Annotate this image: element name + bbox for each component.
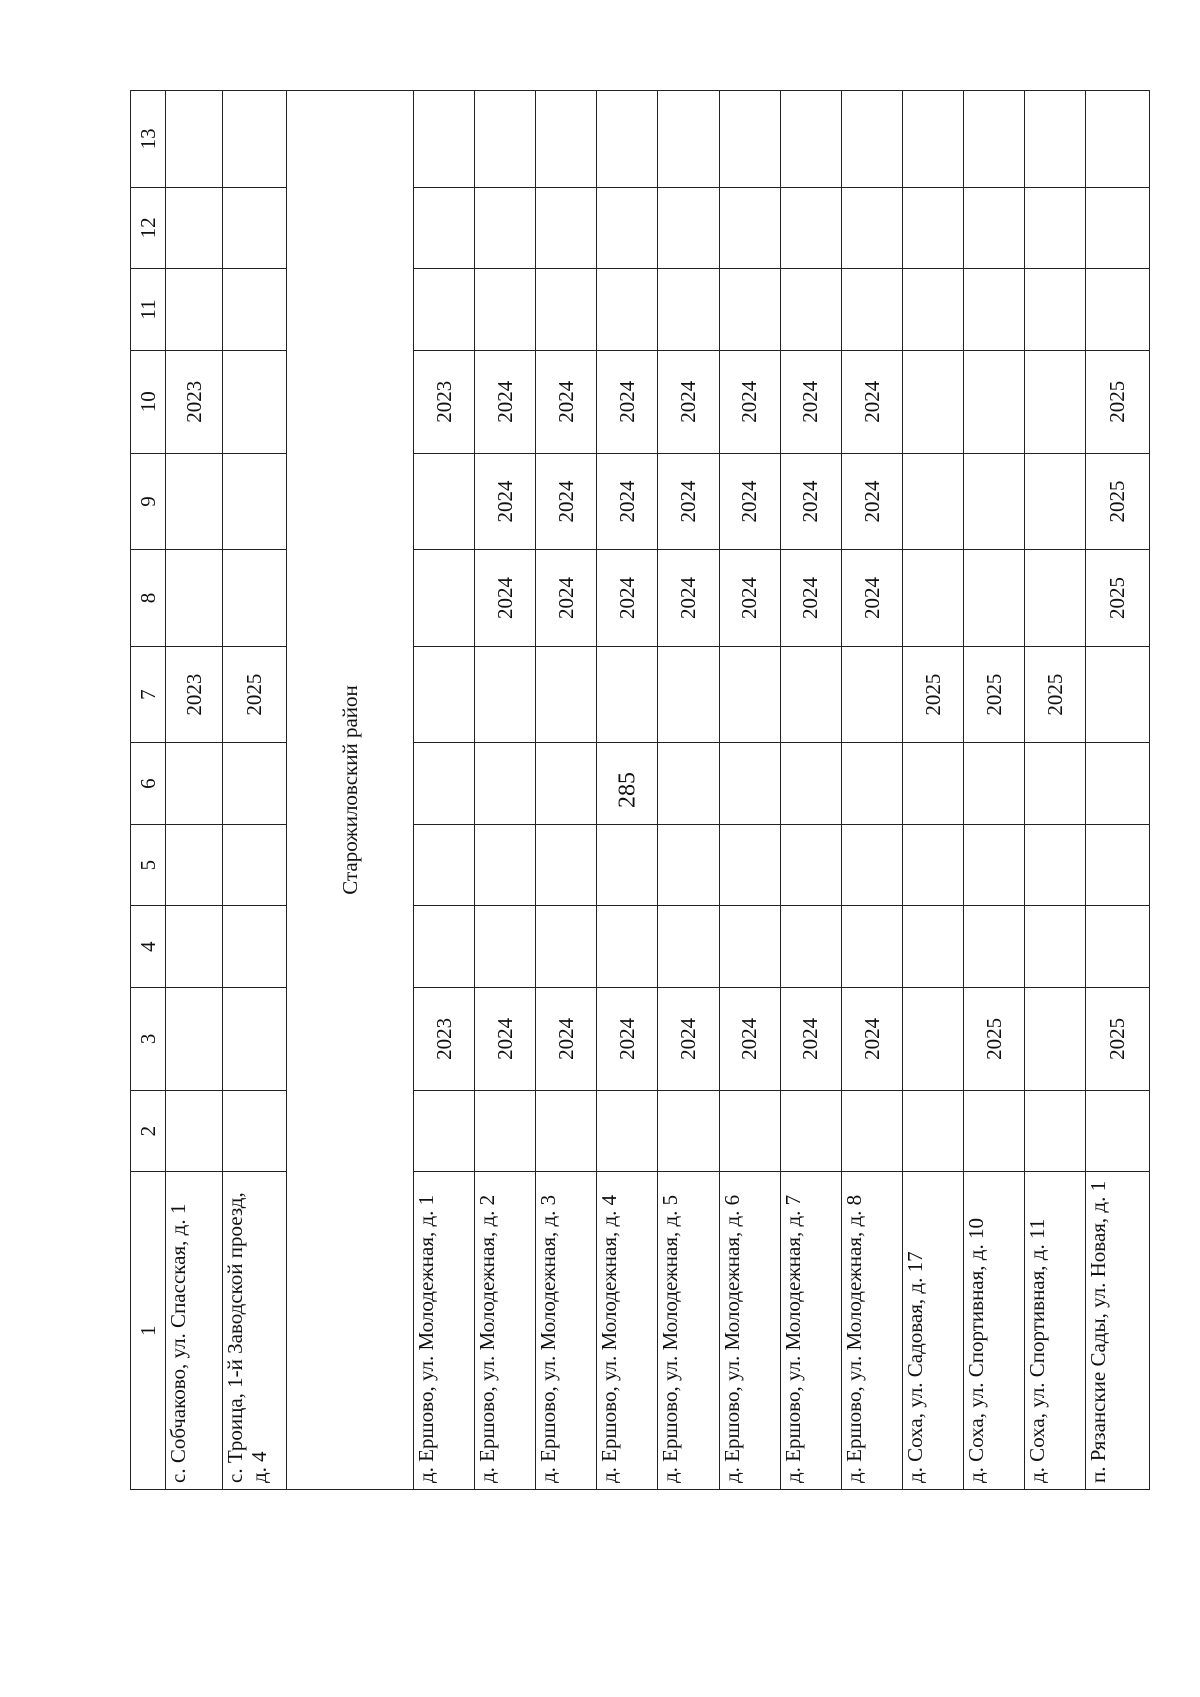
table-row [597, 91, 658, 1490]
year-cell [902, 743, 963, 825]
year-cell [658, 91, 719, 188]
year-cell [1085, 906, 1149, 988]
column-number-header: 3 [131, 987, 166, 1090]
year-cell [719, 187, 780, 269]
table-row [658, 91, 719, 1490]
year-cell [841, 187, 902, 269]
year-cell: 2024 [597, 987, 658, 1090]
year-cell [963, 91, 1024, 188]
address-cell: п. Рязанские Сады, ул. Новая, д. 1 [1085, 1172, 1149, 1490]
table-row [719, 91, 780, 1490]
year-cell [1085, 91, 1149, 188]
column-number-header: 2 [131, 1090, 166, 1172]
year-cell [475, 269, 536, 351]
year-cell: 2024 [780, 350, 841, 453]
table-row [536, 91, 597, 1490]
year-cell [222, 824, 286, 906]
year-cell [1024, 906, 1085, 988]
year-cell: 2024 [719, 987, 780, 1090]
year-cell [719, 906, 780, 988]
year-cell: 2024 [719, 550, 780, 647]
year-cell [222, 350, 286, 453]
year-cell [963, 453, 1024, 550]
year-cell: 2024 [841, 987, 902, 1090]
year-cell [536, 269, 597, 351]
year-cell [475, 646, 536, 743]
year-cell [414, 1090, 475, 1172]
year-cell [658, 187, 719, 269]
year-cell [963, 187, 1024, 269]
column-number-header: 6 [131, 743, 166, 825]
column-number-header: 9 [131, 453, 166, 550]
column-number-row [131, 91, 166, 1490]
year-cell: 2024 [719, 350, 780, 453]
year-cell [597, 743, 658, 825]
year-cell [902, 987, 963, 1090]
year-cell [719, 1090, 780, 1172]
year-cell [597, 824, 658, 906]
year-cell [222, 187, 286, 269]
table-row [780, 91, 841, 1490]
year-cell [902, 350, 963, 453]
year-cell [597, 91, 658, 188]
year-cell: 2025 [1085, 550, 1149, 647]
column-number-header: 7 [131, 646, 166, 743]
year-cell [166, 1090, 223, 1172]
year-cell: 2025 [1085, 350, 1149, 453]
year-cell [780, 187, 841, 269]
address-cell: с. Троица, 1-й Заводской проезд, д. 4 [222, 1172, 286, 1490]
year-cell [414, 906, 475, 988]
year-cell [780, 1090, 841, 1172]
year-cell [1024, 350, 1085, 453]
year-cell [222, 269, 286, 351]
year-cell: 2024 [475, 550, 536, 647]
district-heading: Старожиловский район [287, 91, 414, 1490]
year-cell [841, 824, 902, 906]
address-cell: д. Ершово, ул. Молодежная, д. 2 [475, 1172, 536, 1490]
year-cell [166, 906, 223, 988]
year-cell [1024, 1090, 1085, 1172]
year-cell [902, 1090, 963, 1172]
year-cell [963, 824, 1024, 906]
year-cell: 2023 [166, 350, 223, 453]
year-cell: 2024 [658, 350, 719, 453]
year-cell [780, 91, 841, 188]
year-cell: 2024 [597, 453, 658, 550]
year-cell: 2025 [222, 646, 286, 743]
year-cell [902, 824, 963, 906]
year-cell [902, 91, 963, 188]
address-cell: д. Ершово, ул. Молодежная, д. 1 [414, 1172, 475, 1490]
year-cell [658, 1090, 719, 1172]
year-cell [1085, 646, 1149, 743]
year-cell: 2024 [780, 987, 841, 1090]
year-cell: 2023 [414, 987, 475, 1090]
address-cell: д. Соха, ул. Садовая, д. 17 [902, 1172, 963, 1490]
year-cell [166, 824, 223, 906]
address-cell: с. Собчаково, ул. Спасская, д. 1 [166, 1172, 223, 1490]
year-cell: 2024 [780, 550, 841, 647]
year-cell [222, 906, 286, 988]
year-cell [1024, 269, 1085, 351]
year-cell [166, 550, 223, 647]
year-cell [414, 269, 475, 351]
year-cell [963, 1090, 1024, 1172]
year-cell [475, 743, 536, 825]
year-cell [658, 269, 719, 351]
year-cell [658, 646, 719, 743]
year-cell: 2024 [475, 350, 536, 453]
year-cell [414, 91, 475, 188]
year-cell [658, 824, 719, 906]
year-cell: 2024 [536, 550, 597, 647]
year-cell: 2025 [1085, 453, 1149, 550]
year-cell: 2024 [597, 350, 658, 453]
table-body [166, 91, 1150, 1490]
table-row [841, 91, 902, 1490]
year-cell [841, 906, 902, 988]
column-number-header: 12 [131, 187, 166, 269]
year-cell [166, 743, 223, 825]
year-cell [902, 187, 963, 269]
year-cell [963, 269, 1024, 351]
year-cell [963, 906, 1024, 988]
table-row [414, 91, 475, 1490]
year-cell [780, 906, 841, 988]
year-cell [166, 987, 223, 1090]
year-cell [1085, 187, 1149, 269]
year-cell [841, 1090, 902, 1172]
year-cell [780, 824, 841, 906]
year-cell [597, 187, 658, 269]
year-cell [1085, 824, 1149, 906]
year-cell [166, 91, 223, 188]
year-cell [414, 187, 475, 269]
year-cell [658, 906, 719, 988]
rotated-table-container [130, 90, 1150, 1490]
year-cell: 2024 [658, 550, 719, 647]
year-cell [841, 91, 902, 188]
year-cell: 2024 [536, 987, 597, 1090]
year-cell: 2024 [841, 550, 902, 647]
address-cell: д. Ершово, ул. Молодежная, д. 8 [841, 1172, 902, 1490]
address-cell: д. Соха, ул. Спортивная, д. 10 [963, 1172, 1024, 1490]
year-cell: 2024 [780, 453, 841, 550]
column-number-header: 1 [131, 1172, 166, 1490]
address-cell: д. Соха, ул. Спортивная, д. 11 [1024, 1172, 1085, 1490]
year-cell [597, 906, 658, 988]
year-cell [536, 824, 597, 906]
year-cell [719, 646, 780, 743]
year-cell [414, 646, 475, 743]
repair-schedule-table [130, 90, 1150, 1490]
year-cell [719, 269, 780, 351]
year-cell [222, 453, 286, 550]
year-cell [536, 1090, 597, 1172]
table-row [1024, 91, 1085, 1490]
year-cell [536, 646, 597, 743]
year-cell [166, 187, 223, 269]
page-number: 285 [614, 772, 641, 808]
year-cell [536, 187, 597, 269]
column-number-header: 8 [131, 550, 166, 647]
year-cell [222, 743, 286, 825]
table-row [166, 91, 223, 1490]
year-cell: 2025 [963, 646, 1024, 743]
year-cell [414, 824, 475, 906]
year-cell [414, 453, 475, 550]
year-cell: 2024 [841, 350, 902, 453]
address-cell: д. Ершово, ул. Молодежная, д. 4 [597, 1172, 658, 1490]
year-cell [1024, 743, 1085, 825]
year-cell: 2024 [475, 987, 536, 1090]
year-cell [719, 743, 780, 825]
year-cell: 2024 [658, 987, 719, 1090]
year-cell [222, 550, 286, 647]
table-row [1085, 91, 1149, 1490]
year-cell [1024, 824, 1085, 906]
year-cell [475, 187, 536, 269]
table-row [902, 91, 963, 1490]
year-cell [841, 743, 902, 825]
year-cell [963, 743, 1024, 825]
year-cell: 2024 [658, 453, 719, 550]
year-cell [1024, 550, 1085, 647]
year-cell [902, 550, 963, 647]
address-cell: д. Ершово, ул. Молодежная, д. 3 [536, 1172, 597, 1490]
year-cell [166, 453, 223, 550]
year-cell [475, 91, 536, 188]
year-cell [841, 646, 902, 743]
table-row [963, 91, 1024, 1490]
year-cell: 2024 [597, 550, 658, 647]
year-cell: 2025 [963, 987, 1024, 1090]
year-cell [902, 453, 963, 550]
year-cell [597, 1090, 658, 1172]
year-cell: 2025 [1024, 646, 1085, 743]
district-row [287, 91, 414, 1490]
year-cell: 2024 [536, 350, 597, 453]
year-cell [597, 646, 658, 743]
year-cell [222, 91, 286, 188]
year-cell: 2025 [1085, 987, 1149, 1090]
year-cell: 2024 [841, 453, 902, 550]
year-cell [222, 1090, 286, 1172]
column-number-header: 11 [131, 269, 166, 351]
year-cell [536, 743, 597, 825]
year-cell [414, 550, 475, 647]
year-cell [1024, 453, 1085, 550]
year-cell [963, 550, 1024, 647]
column-number-header: 10 [131, 350, 166, 453]
year-cell [475, 1090, 536, 1172]
year-cell [963, 350, 1024, 453]
column-number-header: 13 [131, 91, 166, 188]
year-cell [414, 743, 475, 825]
year-cell [222, 987, 286, 1090]
year-cell [1024, 187, 1085, 269]
year-cell [475, 906, 536, 988]
year-cell [536, 91, 597, 188]
year-cell [902, 269, 963, 351]
column-number-header: 5 [131, 824, 166, 906]
year-cell [780, 269, 841, 351]
address-cell: д. Ершово, ул. Молодежная, д. 6 [719, 1172, 780, 1490]
table-row [222, 91, 286, 1490]
year-cell: 2023 [414, 350, 475, 453]
address-cell: д. Ершово, ул. Молодежная, д. 7 [780, 1172, 841, 1490]
column-number-header: 4 [131, 906, 166, 988]
year-cell: 2025 [902, 646, 963, 743]
year-cell [1024, 91, 1085, 188]
year-cell [902, 906, 963, 988]
year-cell [780, 743, 841, 825]
address-cell: д. Ершово, ул. Молодежная, д. 5 [658, 1172, 719, 1490]
year-cell [536, 906, 597, 988]
table-row [475, 91, 536, 1490]
year-cell [597, 269, 658, 351]
year-cell [1085, 743, 1149, 825]
year-cell [658, 743, 719, 825]
year-cell: 2024 [719, 453, 780, 550]
year-cell [1024, 987, 1085, 1090]
year-cell: 2024 [475, 453, 536, 550]
year-cell [841, 269, 902, 351]
year-cell [1085, 1090, 1149, 1172]
year-cell: 2024 [536, 453, 597, 550]
year-cell: 2023 [166, 646, 223, 743]
year-cell [166, 269, 223, 351]
year-cell [719, 91, 780, 188]
year-cell [780, 646, 841, 743]
year-cell [1085, 269, 1149, 351]
year-cell [475, 824, 536, 906]
year-cell [719, 824, 780, 906]
